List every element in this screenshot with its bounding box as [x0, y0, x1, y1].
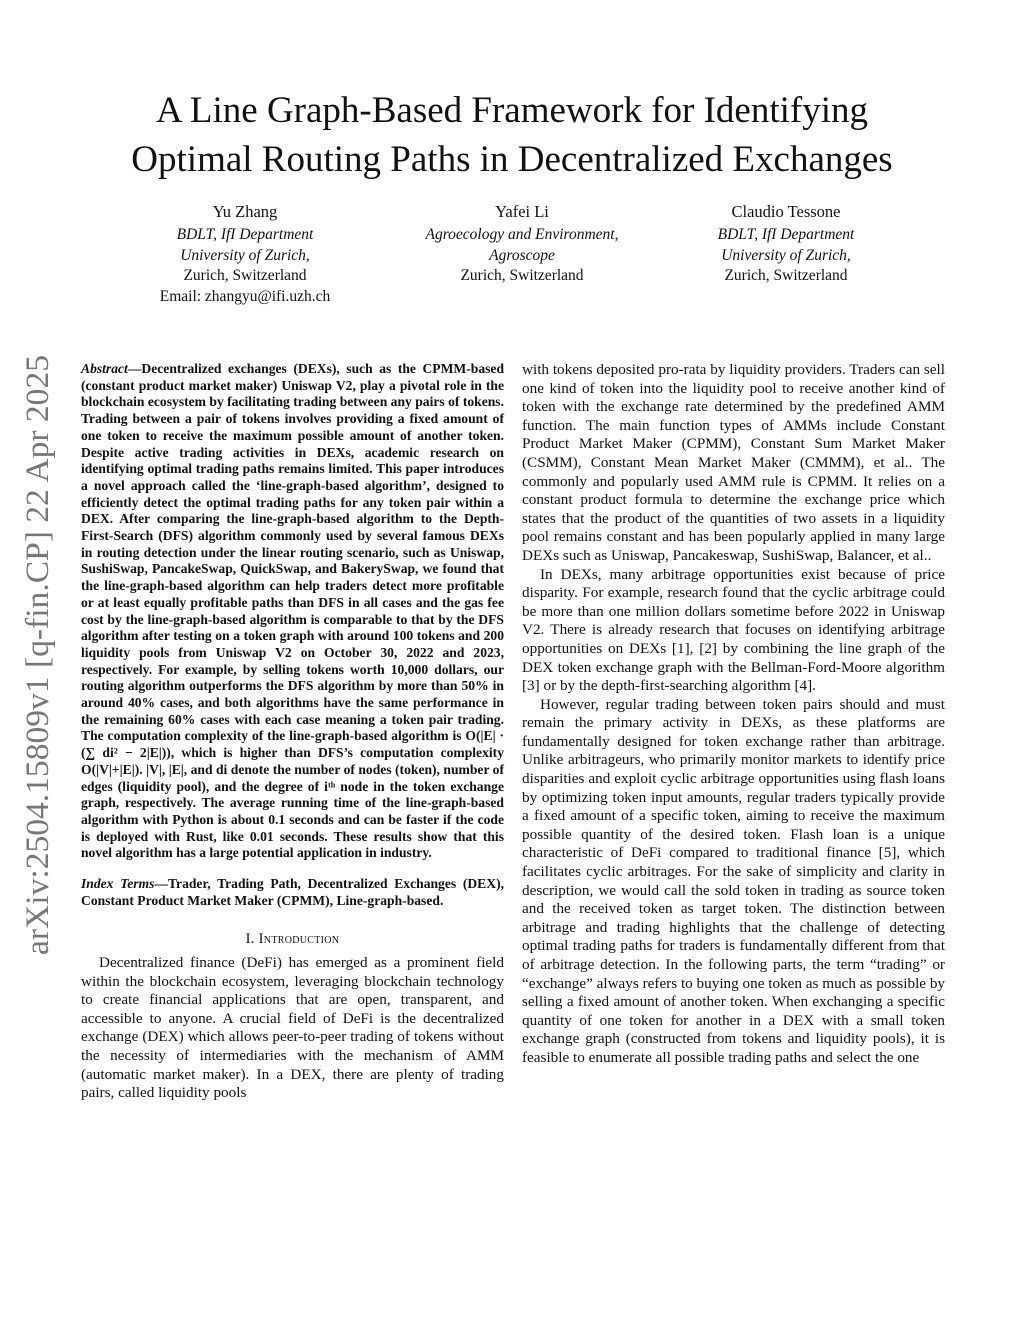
- left-column: [81, 361, 504, 1103]
- author-name: Yu Zhang: [212, 202, 278, 221]
- intro-paragraph: Decentralized finance (DeFi) has emerged as a prominent field within the blockchain ecosystem, leveraging blockchain technology to create financial applications that are open, transparent, and accessible to anyone. A crucial field of DeFi is the decentralized exchange (DEX) which allows peer-to-peer trading of tokens without the necessity of intermediaries with the mechanism of AMM (automatic market maker). In a DEX, there are plenty of trading pairs, called liquidity pools: [81, 954, 504, 1102]
- section-title: Introduction: [258, 930, 340, 947]
- paper-title: [70, 86, 954, 184]
- title-line: A Line Graph-Based Framework for Identifying: [155, 90, 869, 131]
- author-1: [145, 201, 345, 307]
- author-dept: BDLT, IfI Department: [176, 226, 314, 243]
- author-org: University of Zurich,: [180, 246, 310, 264]
- author-location: Zurich, Switzerland: [183, 267, 307, 284]
- right-column: [522, 361, 945, 1068]
- index-terms-label: Index Terms: [81, 876, 155, 892]
- arxiv-watermark-text: arXiv:2504.15809v1 [q-fin.CP] 22 Apr 2025: [20, 364, 56, 955]
- section-number: I.: [245, 930, 255, 947]
- author-3: [686, 201, 886, 287]
- body-paragraph: In DEXs, many arbitrage opportunities exist because of price disparity. For example, research found that the cyclic arbitrage could be more than one million dollars sometime before 2022 in Uniswap V2. There is already research that focuses on identifying arbitrage opportunities on DEXs [1], [2] by combining the line graph of the DEX token exchange graph with the Bellman-Ford-Moore algorithm [3] or by the depth-first-searching algorithm [4].: [522, 565, 945, 695]
- index-terms-text: —Trader, Trading Path, Decentralized Exchanges (DEX), Constant Product Market Maker (CPMM), Line-graph-based.: [81, 876, 504, 908]
- author-dept: Agroecology and Environment,: [425, 226, 619, 243]
- abstract: [81, 361, 504, 862]
- author-org: Agroscope: [489, 246, 555, 264]
- author-dept: BDLT, IfI Department: [717, 226, 855, 243]
- arxiv-watermark: [8, 345, 60, 965]
- author-location: Zurich, Switzerland: [724, 267, 848, 284]
- abstract-label: Abstract: [81, 361, 128, 376]
- body-paragraph: with tokens deposited pro-rata by liquidity providers. Traders can sell one kind of token into the liquidity pool to receive another kind of token with the exchange rate determined by the predefined AMM function. The main function types of AMMs include Constant Product Market Maker (CPMM), Constant Sum Market Maker (CSMM), Constant Mean Market Maker (CMMM), et al.. The commonly and popularly used AMM rule is CPMM. It relies on a constant product formula to determine the exchange price which states that the product of the quantities of two assets in a liquidity pool remains constant and has been popularly applied in many large DEXs such as Uniswap, Pancakeswap, SushiSwap, Balancer, et al..: [522, 361, 945, 564]
- author-org: University of Zurich,: [721, 246, 851, 264]
- title-line: Optimal Routing Paths in Decentralized Exchanges: [131, 139, 893, 180]
- section-heading: [81, 930, 504, 949]
- author-name: Yafei Li: [495, 202, 549, 221]
- author-name: Claudio Tessone: [731, 202, 841, 221]
- abstract-text: —Decentralized exchanges (DEXs), such as the CPMM-based (constant product market maker) Uniswap V2, play a pivotal role in the blockchain ecosystem by facilitating trading between any pairs of tokens. Trading between a pair of tokens involves providing a fixed amount of one token to receive the maximum possible amount of another token. Despite active trading activities in DEXs, academic research on identifying optimal trading paths remains limited. This paper introduces a novel approach called the ‘line-graph-based algorithm’, designed to efficiently detect the optimal trading paths for any token pair within a DEX. After comparing the line-graph-based algorithm to the Depth-First-Search (DFS) algorithm commonly used by several famous DEXs in routing detection under the linear routing scenario, such as Uniswap, SushiSwap, PancakeSwap, QuickSwap, and BakerySwap, we found that the line-graph-based algorithm can help traders detect more profitable or at least equally profitable paths than DFS in all cases and the gas fee cost by the line-graph-based algorithm is comparable to that by the DFS algorithm after testing on a token graph with around 100 tokens and 200 liquidity pools from Uniswap V2 on October 30, 2022 and 2023, respectively. For example, by selling tokens worth 10,000 dollars, our routing algorithm outperforms the DFS algorithm by more than 50% in around 40% cases, and both algorithms have the same performance in the remaining 60% cases with each case meaning a token pair trading. The computation complexity of the line-graph-based algorithm is O(|E| · (∑ di² − 2|E|)), which is higher than DFS’s computation complexity O(|V|+|E|). |V|, |E|, and di denote the number of nodes (token), number of edges (liquidity pool), and the degree of iᵗʰ node in the token exchange graph, respectively. The average running time of the line-graph-based algorithm with Python is about 0.1 seconds and can be faster if the code is deployed with Rust, like 0.01 seconds. These results show that this novel algorithm has a large potential application in industry.: [81, 361, 504, 861]
- author-email: Email: zhangyu@ifi.uzh.ch: [159, 287, 331, 305]
- body-paragraph: However, regular trading between token pairs should and must remain the primary activity in DEXs, as these platforms are fundamentally designed for token exchange rather than arbitrage. Unlike arbitrageurs, who primarily monitor markets to identify price disparities and exploit cyclic arbitrage opportunities using flash loans by optimizing token input amounts, regular traders typically provide a fixed amount of a specific token, aiming to receive the maximum possible quantity of the desired token. Flash loan is a unique characteristic of DeFi compared to traditional finance [5], which facilitates cyclic arbitrages. For the sake of simplicity and clarity in description, we would call the sold token in trading as source token and the received token as target token. The distinction between arbitrage and trading highlights that the challenge of detecting optimal trading paths for traders is fundamentally different from that of arbitrage detection. In the following parts, the term “trading” or “exchange” always refers to buying one token as much as possible by selling a fixed amount of another token. When exchanging a specific quantity of one token for another in a DEX with a small token exchange graph (constructed from tokens and liquidity pools), it is feasible to enumerate all possible trading paths and select the one: [522, 695, 946, 1066]
- author-location: Zurich, Switzerland: [460, 267, 584, 284]
- index-terms: [81, 876, 504, 909]
- author-2: [402, 201, 642, 287]
